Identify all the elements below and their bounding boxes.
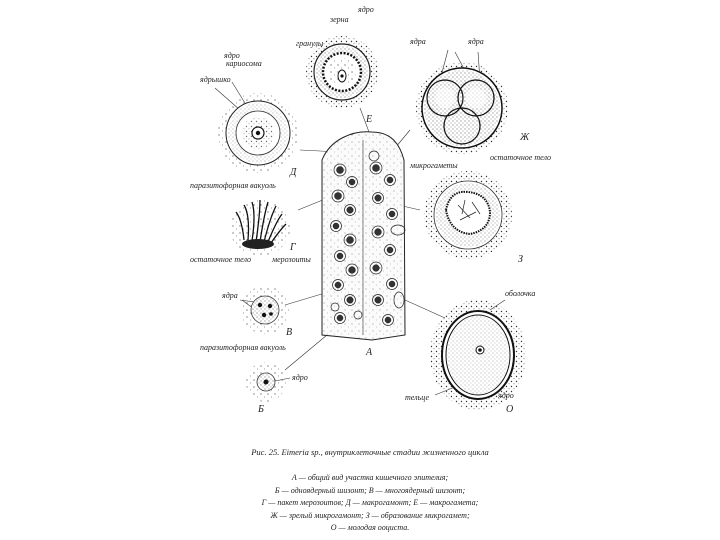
epithelium-a — [322, 132, 405, 340]
label-yadra-zh2: ядра — [468, 37, 484, 46]
label-yadro-top: ядро — [358, 5, 374, 14]
caption-line: Ж — зрелый микрогамонт; З — образование микрогамет; — [270, 510, 470, 520]
label-granuly: гранулы — [296, 39, 324, 48]
label-yadra-v: ядра — [222, 291, 238, 300]
caption-title: Рис. 25. Eimeria sp., внутриклеточные стадии жизненного цикла — [251, 447, 489, 457]
label-yadro-o: ядро — [498, 391, 514, 400]
cell-b — [246, 362, 286, 402]
cell-g — [230, 200, 290, 256]
label-ostatochnoe-g: остаточное тело — [190, 255, 252, 264]
letter-o: О — [506, 404, 514, 415]
label-vakuol-v: паразитофорная вакуоль — [200, 343, 286, 352]
cell-zh — [416, 62, 508, 154]
caption-line: А — общий вид участка кишечного эпителия; — [291, 473, 449, 482]
label-yadro-b: ядро — [292, 373, 308, 382]
letter-z: З — [518, 254, 523, 265]
letter-zh: Ж — [520, 132, 530, 143]
label-kariosoma: кариосома — [226, 59, 262, 68]
letter-g: Г — [290, 242, 296, 253]
label-yadryshko: ядрышко — [200, 75, 231, 84]
cell-z — [424, 171, 512, 259]
letter-v: В — [286, 327, 293, 338]
letter-b: Б — [258, 404, 264, 415]
caption-line: О — молодая ооциста. — [330, 523, 410, 532]
letter-a: А — [366, 347, 373, 358]
label-vakuol-d: паразитофорная вакуоль — [190, 181, 276, 190]
cell-d — [218, 93, 298, 173]
caption-line: Б — одноядерный шизонт; В — многоядерный шизонт; — [274, 485, 466, 495]
label-yadro-d: ядро — [224, 51, 240, 60]
cell-v — [241, 286, 289, 334]
label-mikrogamety: микрогаметы — [410, 161, 458, 170]
label-yadra-zh: ядра — [410, 37, 426, 46]
label-obolochka: оболочка — [505, 289, 536, 298]
caption-line: Г — пакет мерозоитов; Д — макрогамонт; Е — макрогамета; — [261, 498, 479, 507]
letter-d: Д — [290, 167, 297, 178]
label-telce: тельце — [405, 393, 430, 402]
figure-caption — [220, 447, 520, 535]
letter-e: Е — [366, 114, 373, 125]
label-zerna: зерна — [330, 15, 349, 24]
label-ostatochnoe: остаточное тело — [490, 153, 552, 162]
label-merozoity: мерозоиты — [272, 255, 311, 264]
